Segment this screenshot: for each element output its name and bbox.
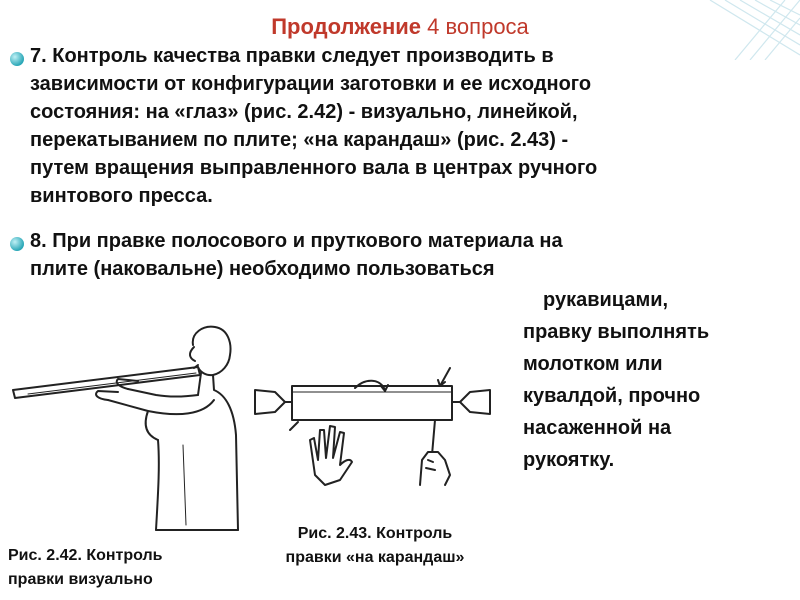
caption-line: Рис. 2.42. Контроль — [8, 547, 163, 564]
caption-figure-2-42 — [8, 544, 248, 592]
right-text-line: кувалдой, прочно — [523, 385, 701, 407]
figure-2-42-visual-check — [8, 325, 243, 540]
right-text-line: рукавицами, — [543, 289, 669, 311]
right-text-line: насаженной на — [523, 417, 672, 439]
paragraph-8 — [30, 227, 790, 283]
caption-line: Рис. 2.43. Контроль — [297, 525, 453, 542]
slide-title-part2: 4 вопроса — [427, 14, 529, 39]
caption-line: правки визуально — [8, 571, 153, 588]
paragraph-line: плите (наковальне) необходимо пользоваться — [30, 258, 495, 280]
paragraph-line: винтового пресса. — [30, 185, 213, 207]
caption-figure-2-43 — [260, 522, 490, 570]
right-text-line: молотком или — [523, 353, 663, 375]
paragraph-line: 7. Контроль качества правки следует производить в — [30, 45, 554, 67]
paragraph-line: зависимости от конфигурации заготовки и ее исходного — [30, 73, 592, 95]
paragraph-line: путем вращения выправленного вала в центрах ручного — [30, 157, 598, 179]
bullet-icon — [10, 237, 24, 251]
figure-2-43-pencil-check — [250, 360, 495, 490]
paragraph-line: состояния: на «глаз» (рис. 2.42) - визуально, линейкой, — [30, 101, 578, 123]
right-text-line: рукоятку. — [523, 449, 615, 471]
right-text-line: правку выполнять — [523, 321, 710, 343]
paragraph-line: 8. При правке полосового и пруткового материала на — [30, 230, 563, 252]
paragraph-7 — [30, 42, 790, 210]
slide-title-part1: Продолжение — [271, 14, 428, 39]
caption-line: правки «на карандаш» — [285, 549, 465, 566]
slide-title — [0, 14, 800, 40]
bullet-icon — [10, 52, 24, 66]
paragraph-line: перекатыванием по плите; «на карандаш» (рис. 2.43) - — [30, 129, 569, 151]
